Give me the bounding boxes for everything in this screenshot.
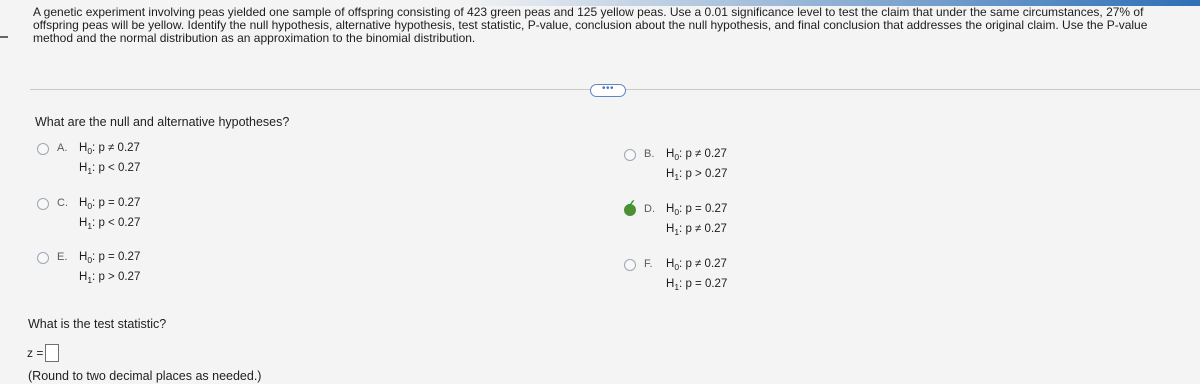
radio-button-e[interactable] bbox=[37, 252, 49, 264]
checkmark-icon: ✓ bbox=[626, 197, 637, 211]
option-b[interactable] bbox=[624, 146, 844, 186]
null-hypothesis: $H_0$: p ≠ 0.27 bbox=[666, 148, 727, 162]
option-letter: E. bbox=[57, 251, 68, 263]
option-a[interactable] bbox=[37, 140, 257, 180]
radio-button-f[interactable] bbox=[624, 259, 636, 271]
option-letter: F. bbox=[644, 258, 653, 270]
alternative-hypothesis: $H_1$: p > 0.27 bbox=[666, 168, 728, 182]
null-hypothesis: $H_0$: p = 0.27 bbox=[79, 197, 141, 211]
option-d[interactable] bbox=[624, 197, 844, 241]
null-hypothesis: $H_0$: p ≠ 0.27 bbox=[79, 142, 140, 156]
problem-statement: A genetic experiment involving peas yielded one sample of offspring consisting of 423 green peas and 125 yellow peas. Use a 0.01 significance level to test the claim that under the same circumstances, 27% of offspring peas will be yellow. Identify the null hypothesis, alternative hypothesis, test statistic, P-value, conclusion about the null hypothesis, and final conclusion that addresses the original claim. Use the P-value method and the normal distribution as an approximation to the binomial distribution. bbox=[33, 5, 1148, 45]
option-letter: D. bbox=[644, 203, 655, 215]
rounding-note: (Round to two decimal places as needed.) bbox=[28, 369, 262, 383]
option-e[interactable] bbox=[37, 249, 257, 289]
option-letter: C. bbox=[57, 197, 68, 209]
null-hypothesis: $H_0$: p ≠ 0.27 bbox=[666, 258, 727, 272]
z-answer-line bbox=[27, 344, 59, 362]
z-label: z = bbox=[27, 346, 44, 360]
null-hypothesis: $H_0$: p = 0.27 bbox=[666, 203, 728, 217]
left-margin-dash bbox=[0, 36, 8, 38]
alternative-hypothesis: $H_1$: p > 0.27 bbox=[79, 271, 141, 285]
more-button[interactable]: ••• bbox=[590, 84, 626, 97]
null-hypothesis: $H_0$: p = 0.27 bbox=[79, 251, 141, 265]
option-f[interactable] bbox=[624, 256, 844, 296]
option-letter: B. bbox=[644, 148, 655, 160]
alternative-hypothesis: $H_1$: p ≠ 0.27 bbox=[666, 223, 727, 237]
z-answer-input[interactable] bbox=[45, 344, 59, 362]
alternative-hypothesis: $H_1$: p < 0.27 bbox=[79, 217, 141, 231]
radio-button-b[interactable] bbox=[624, 149, 636, 161]
test-statistic-question: What is the test statistic? bbox=[28, 317, 167, 331]
radio-button-c[interactable] bbox=[37, 198, 49, 210]
option-c[interactable] bbox=[37, 195, 257, 235]
alternative-hypothesis: $H_1$: p < 0.27 bbox=[79, 162, 141, 176]
radio-button-a[interactable] bbox=[37, 143, 49, 155]
option-letter: A. bbox=[57, 142, 68, 154]
alternative-hypothesis: $H_1$: p = 0.27 bbox=[666, 278, 728, 292]
hypotheses-question: What are the null and alternative hypotheses? bbox=[35, 115, 290, 129]
